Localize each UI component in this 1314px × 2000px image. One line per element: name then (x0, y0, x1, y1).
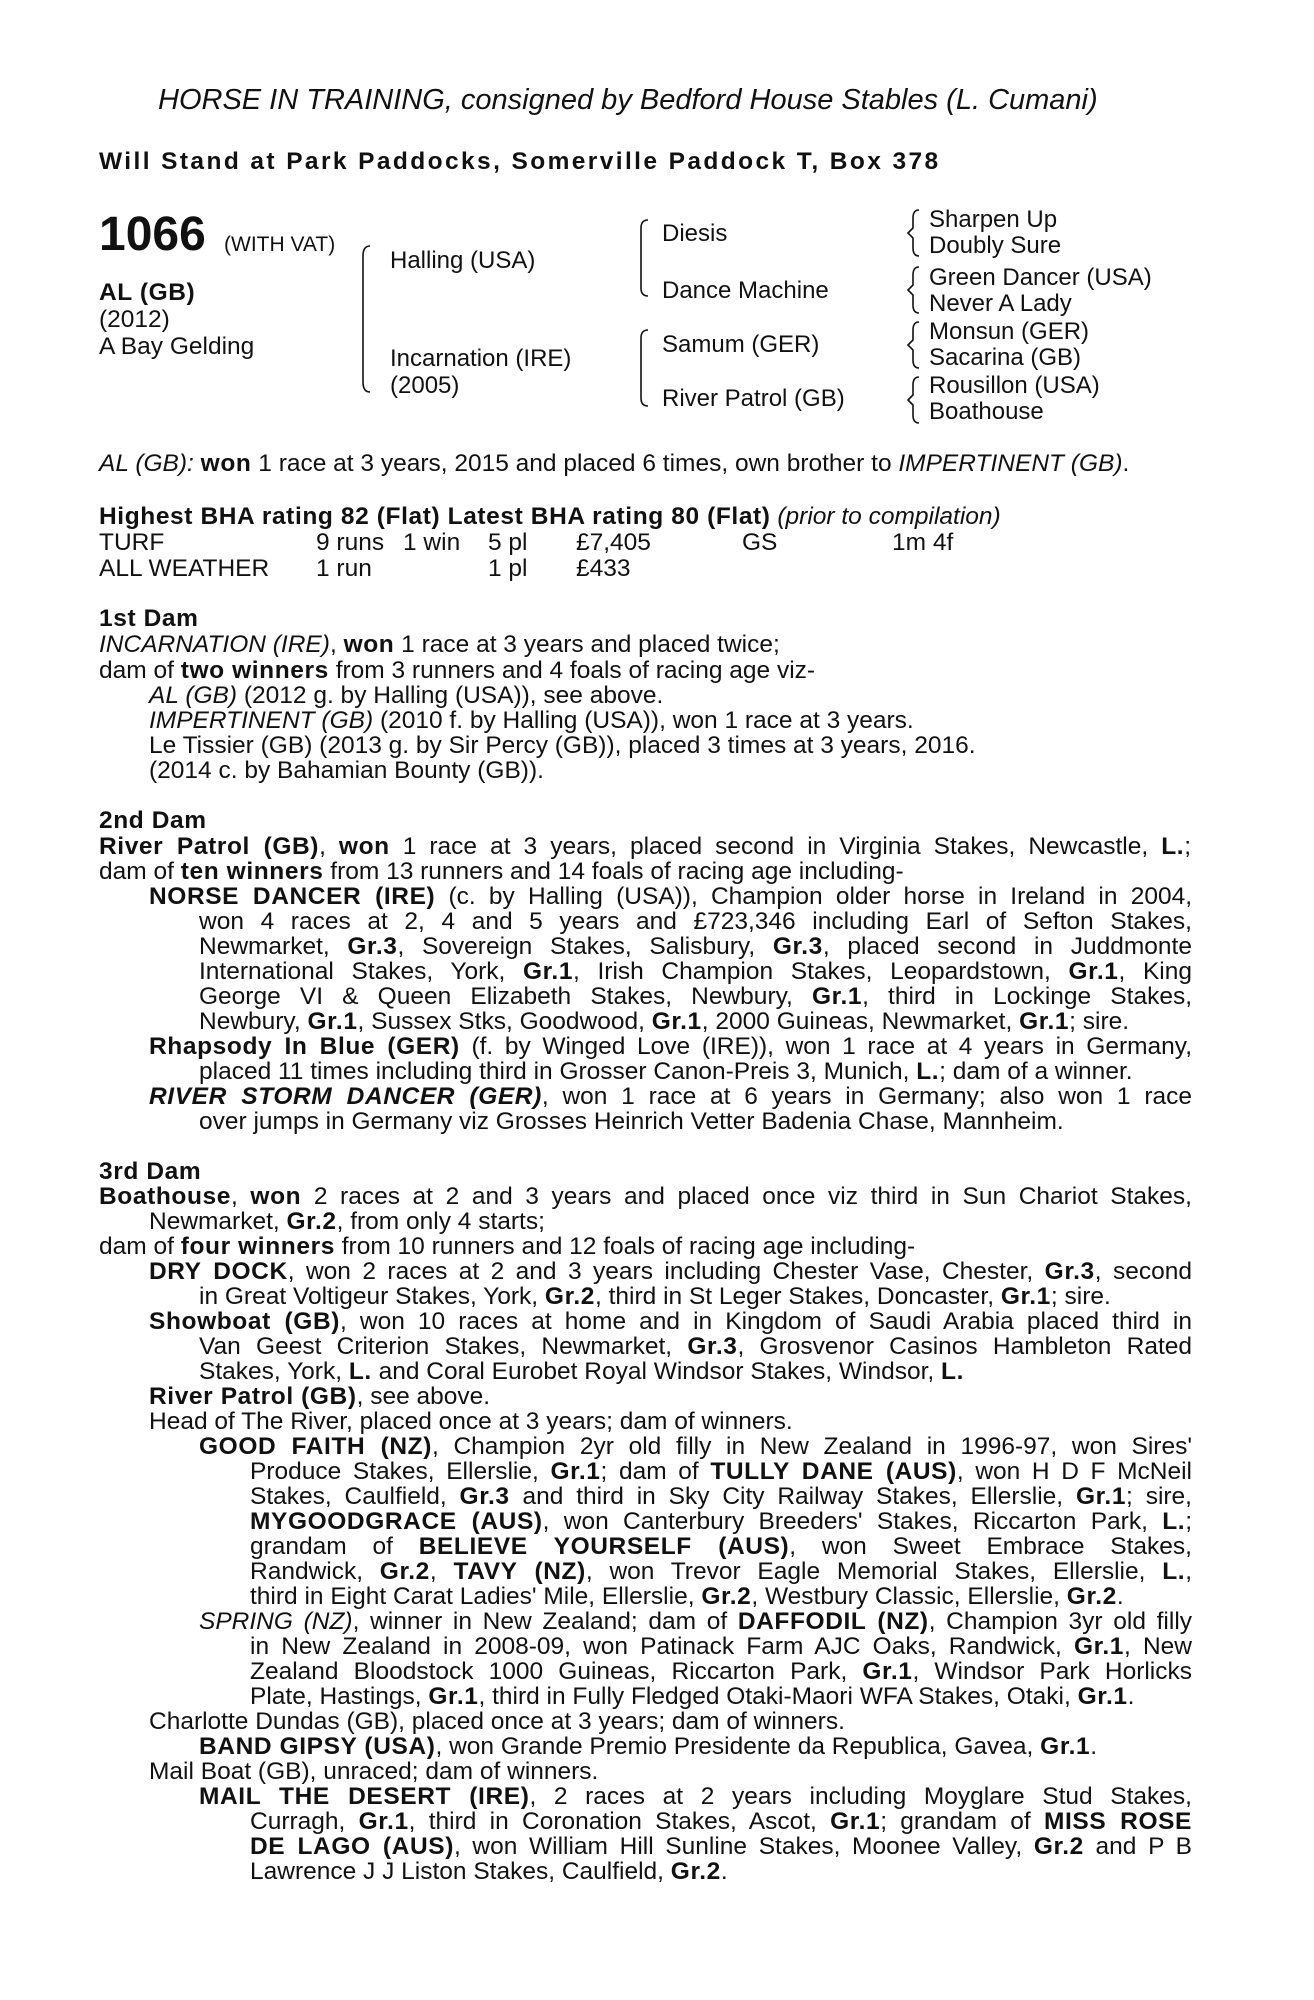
pedigree-bracket-dam-line (638, 328, 650, 408)
mail-desert-line-2: Curragh, Gr.1, third in Coronation Stakes, Ascot, Gr.1; grandam of MISS ROSE (250, 1808, 1192, 1835)
dry-dock-line-1: DRY DOCK, won 2 races at 2 and 3 years including Chester Vase, Chester, Gr.3, second (149, 1258, 1192, 1285)
good-faith-line-6: Randwick, Gr.2, TAVY (NZ), won Trevor Eagle Memorial Stakes, Ellerslie, L., (250, 1558, 1192, 1585)
pedigree-gg-5: Monsun (GER) (929, 318, 1090, 345)
record-turf-going: GS (742, 529, 778, 556)
showboat-line-2: Van Geest Criterion Stakes, Newmarket, Gr.3, Grosvenor Casinos Hambleton Rated (199, 1333, 1192, 1360)
dry-dock-line-2: in Great Voltigeur Stakes, York, Gr.2, third in St Leger Stakes, Doncaster, Gr.1; sire. (199, 1283, 1111, 1310)
pedigree-bracket-g4 (907, 375, 921, 425)
dam2-heading: 2nd Dam (99, 807, 207, 834)
lot-number: 1066 (99, 208, 206, 261)
bha-ratings: Highest BHA rating 82 (Flat) Latest BHA rating 80 (Flat) (prior to compilation) (99, 503, 1001, 530)
pedigree-dam-sire: Samum (GER) (662, 331, 820, 358)
good-faith-line-5: grandam of BELIEVE YOURSELF (AUS), won Sweet Embrace Stakes, (250, 1533, 1192, 1560)
pedigree-gg-1: Sharpen Up (929, 206, 1058, 233)
record-aw-prize: £433 (576, 555, 631, 582)
good-faith-line-7: third in Eight Carat Ladies' Mile, Ellerslie, Gr.2, Westbury Classic, Ellerslie, Gr.2. (250, 1583, 1124, 1610)
pedigree-bracket-g3 (907, 320, 921, 370)
horse-description: A Bay Gelding (99, 333, 255, 360)
horse-year: (2012) (99, 306, 170, 333)
record-turf-surface: TURF (99, 529, 165, 556)
dam2-line-1: River Patrol (GB), won 1 race at 3 years, placed second in Virginia Stakes, Newcastle, L.; (99, 833, 1191, 860)
pedigree-dam: Incarnation (IRE) (390, 345, 572, 372)
dam1-line-5: Le Tissier (GB) (2013 g. by Sir Percy (GB)), placed 3 times at 3 years, 2016. (149, 732, 976, 759)
pedigree-gg-3: Green Dancer (USA) (929, 264, 1152, 291)
mail-desert-line-4: Lawrence J J Liston Stakes, Caulfield, Gr.2. (250, 1858, 728, 1885)
norse-dancer-line-5: George VI & Queen Elizabeth Stakes, Newbury, Gr.1, third in Lockinge Stakes, (199, 983, 1193, 1010)
record-turf-places: 5 pl (488, 529, 528, 556)
charlotte-dundas: Charlotte Dundas (GB), placed once at 3 years; dam of winners. (149, 1708, 845, 1735)
dam1-line-6: (2014 c. by Bahamian Bounty (GB)). (149, 757, 544, 784)
pedigree-gg-2: Doubly Sure (929, 232, 1062, 259)
pedigree-bracket-g1 (907, 208, 921, 258)
river-storm-line-1: RIVER STORM DANCER (GER), won 1 race at 6 years in Germany; also won 1 race (149, 1083, 1193, 1110)
rhapsody-line-1: Rhapsody In Blue (GER) (f. by Winged Love (IRE)), won 1 race at 4 years in Germany, (149, 1033, 1193, 1060)
pedigree-dam-dam: River Patrol (GB) (662, 385, 845, 412)
consignor-title: HORSE IN TRAINING, consigned by Bedford House Stables (L. Cumani) (158, 84, 1098, 116)
spring-line-3: Zealand Bloodstock 1000 Guineas, Riccarton Park, Gr.1, Windsor Park Horlicks (250, 1658, 1192, 1685)
record-turf-wins: 1 win (403, 529, 461, 556)
pedigree-gg-6: Sacarina (GB) (929, 344, 1082, 371)
band-gipsy: BAND GIPSY (USA), won Grande Premio Presidente da Republica, Gavea, Gr.1. (199, 1733, 1098, 1760)
dam3-heading: 3rd Dam (99, 1158, 202, 1185)
showboat-line-1: Showboat (GB), won 10 races at home and in Kingdom of Saudi Arabia placed third in (149, 1308, 1192, 1335)
pedigree-sire: Halling (USA) (390, 247, 536, 274)
river-patrol-ref: River Patrol (GB), see above. (149, 1383, 491, 1410)
spring-line-4: Plate, Hastings, Gr.1, third in Fully Fledged Otaki-Maori WFA Stakes, Otaki, Gr.1. (250, 1683, 1135, 1710)
norse-dancer-line-2: won 4 races at 2, 4 and 5 years and £723,346 including Earl of Sefton Stakes, (199, 908, 1192, 935)
good-faith-line-4: MYGOODGRACE (AUS), won Canterbury Breeders' Stakes, Riccarton Park, L.; (250, 1508, 1192, 1535)
pedigree-sire-sire: Diesis (662, 220, 728, 247)
pedigree-bracket-g2 (907, 265, 921, 315)
record-aw-surface: ALL WEATHER (99, 555, 270, 582)
dam2-line-2: dam of ten winners from 13 runners and 14 foals of racing age including- (99, 858, 904, 885)
dam3-line-1: Boathouse, won 2 races at 2 and 3 years and placed once viz third in Sun Chariot Stakes, (99, 1183, 1192, 1210)
record-aw-runs: 1 run (316, 555, 372, 582)
dam1-line-4: IMPERTINENT (GB) (2010 f. by Halling (USA)), won 1 race at 3 years. (149, 707, 914, 734)
dam3-line-3: dam of four winners from 10 runners and 12 foals of racing age including- (99, 1233, 916, 1260)
showboat-line-3: Stakes, York, L. and Coral Eurobet Royal Windsor Stakes, Windsor, L. (199, 1358, 964, 1385)
pedigree-sire-dam: Dance Machine (662, 277, 829, 304)
pedigree-bracket-sire-line (638, 218, 650, 298)
mail-boat: Mail Boat (GB), unraced; dam of winners. (149, 1758, 599, 1785)
mail-desert-line-1: MAIL THE DESERT (IRE), 2 races at 2 years including Moyglare Stud Stakes, (199, 1783, 1192, 1810)
pedigree-gg-8: Boathouse (929, 398, 1044, 425)
record-turf-distance: 1m 4f (892, 529, 954, 556)
dam3-line-2: Newmarket, Gr.2, from only 4 starts; (149, 1208, 545, 1235)
vat-note: (WITH VAT) (224, 233, 336, 256)
pedigree-gg-7: Rousillon (USA) (929, 372, 1100, 399)
norse-dancer-line-6: Newbury, Gr.1, Sussex Stks, Goodwood, Gr.1, 2000 Guineas, Newmarket, Gr.1; sire. (199, 1008, 1130, 1035)
dam1-line-1: INCARNATION (IRE), won 1 race at 3 years and placed twice; (99, 631, 780, 658)
pedigree-bracket-sire-dam (360, 244, 372, 394)
pedigree-gg-4: Never A Lady (929, 290, 1072, 317)
mail-desert-line-3: DE LAGO (AUS), won William Hill Sunline Stakes, Moonee Valley, Gr.2 and P B (250, 1833, 1192, 1860)
record-aw-places: 1 pl (488, 555, 528, 582)
dam1-line-2: dam of two winners from 3 runners and 4 foals of racing age viz- (99, 657, 816, 684)
norse-dancer-line-4: International Stakes, York, Gr.1, Irish Champion Stakes, Leopardstown, Gr.1, King (199, 958, 1192, 985)
head-of-the-river: Head of The River, placed once at 3 years; dam of winners. (149, 1408, 793, 1435)
spring-line-2: in New Zealand in 2008-09, won Patinack Farm AJC Oaks, Randwick, Gr.1, New (250, 1633, 1192, 1660)
rhapsody-line-2: placed 11 times including third in Grosser Canon-Preis 3, Munich, L.; dam of a winner. (199, 1058, 1133, 1085)
stand-location: Will Stand at Park Paddocks, Somerville Paddock T, Box 378 (99, 148, 941, 175)
pedigree-dam-year: (2005) (390, 372, 460, 399)
record-turf-prize: £7,405 (576, 529, 651, 556)
good-faith-line-3: Stakes, Caulfield, Gr.3 and third in Sky City Railway Stakes, Ellerslie, Gr.1; sire, (250, 1483, 1192, 1510)
norse-dancer-line-3: Newmarket, Gr.3, Sovereign Stakes, Salisbury, Gr.3, placed second in Juddmonte (199, 933, 1192, 960)
dam1-line-3: AL (GB) (2012 g. by Halling (USA)), see above. (149, 682, 664, 709)
good-faith-line-2: Produce Stakes, Ellerslie, Gr.1; dam of TULLY DANE (AUS), won H D F McNeil (250, 1458, 1193, 1485)
record-turf-runs: 9 runs (316, 529, 385, 556)
river-storm-line-2: over jumps in Germany viz Grosses Heinrich Vetter Badenia Chase, Mannheim. (199, 1108, 1064, 1135)
horse-name: AL (GB) (99, 279, 196, 306)
good-faith-line-1: GOOD FAITH (NZ), Champion 2yr old filly in New Zealand in 1996-97, won Sires' (199, 1433, 1192, 1460)
spring-line-1: SPRING (NZ), winner in New Zealand; dam of DAFFODIL (NZ), Champion 3yr old filly (199, 1608, 1193, 1635)
dam1-heading: 1st Dam (99, 605, 199, 632)
norse-dancer-line-1: NORSE DANCER (IRE) (c. by Halling (USA)), Champion older horse in Ireland in 2004, (149, 883, 1192, 910)
race-summary: AL (GB): won 1 race at 3 years, 2015 and placed 6 times, own brother to IMPERTINENT (GB). (99, 450, 1130, 477)
